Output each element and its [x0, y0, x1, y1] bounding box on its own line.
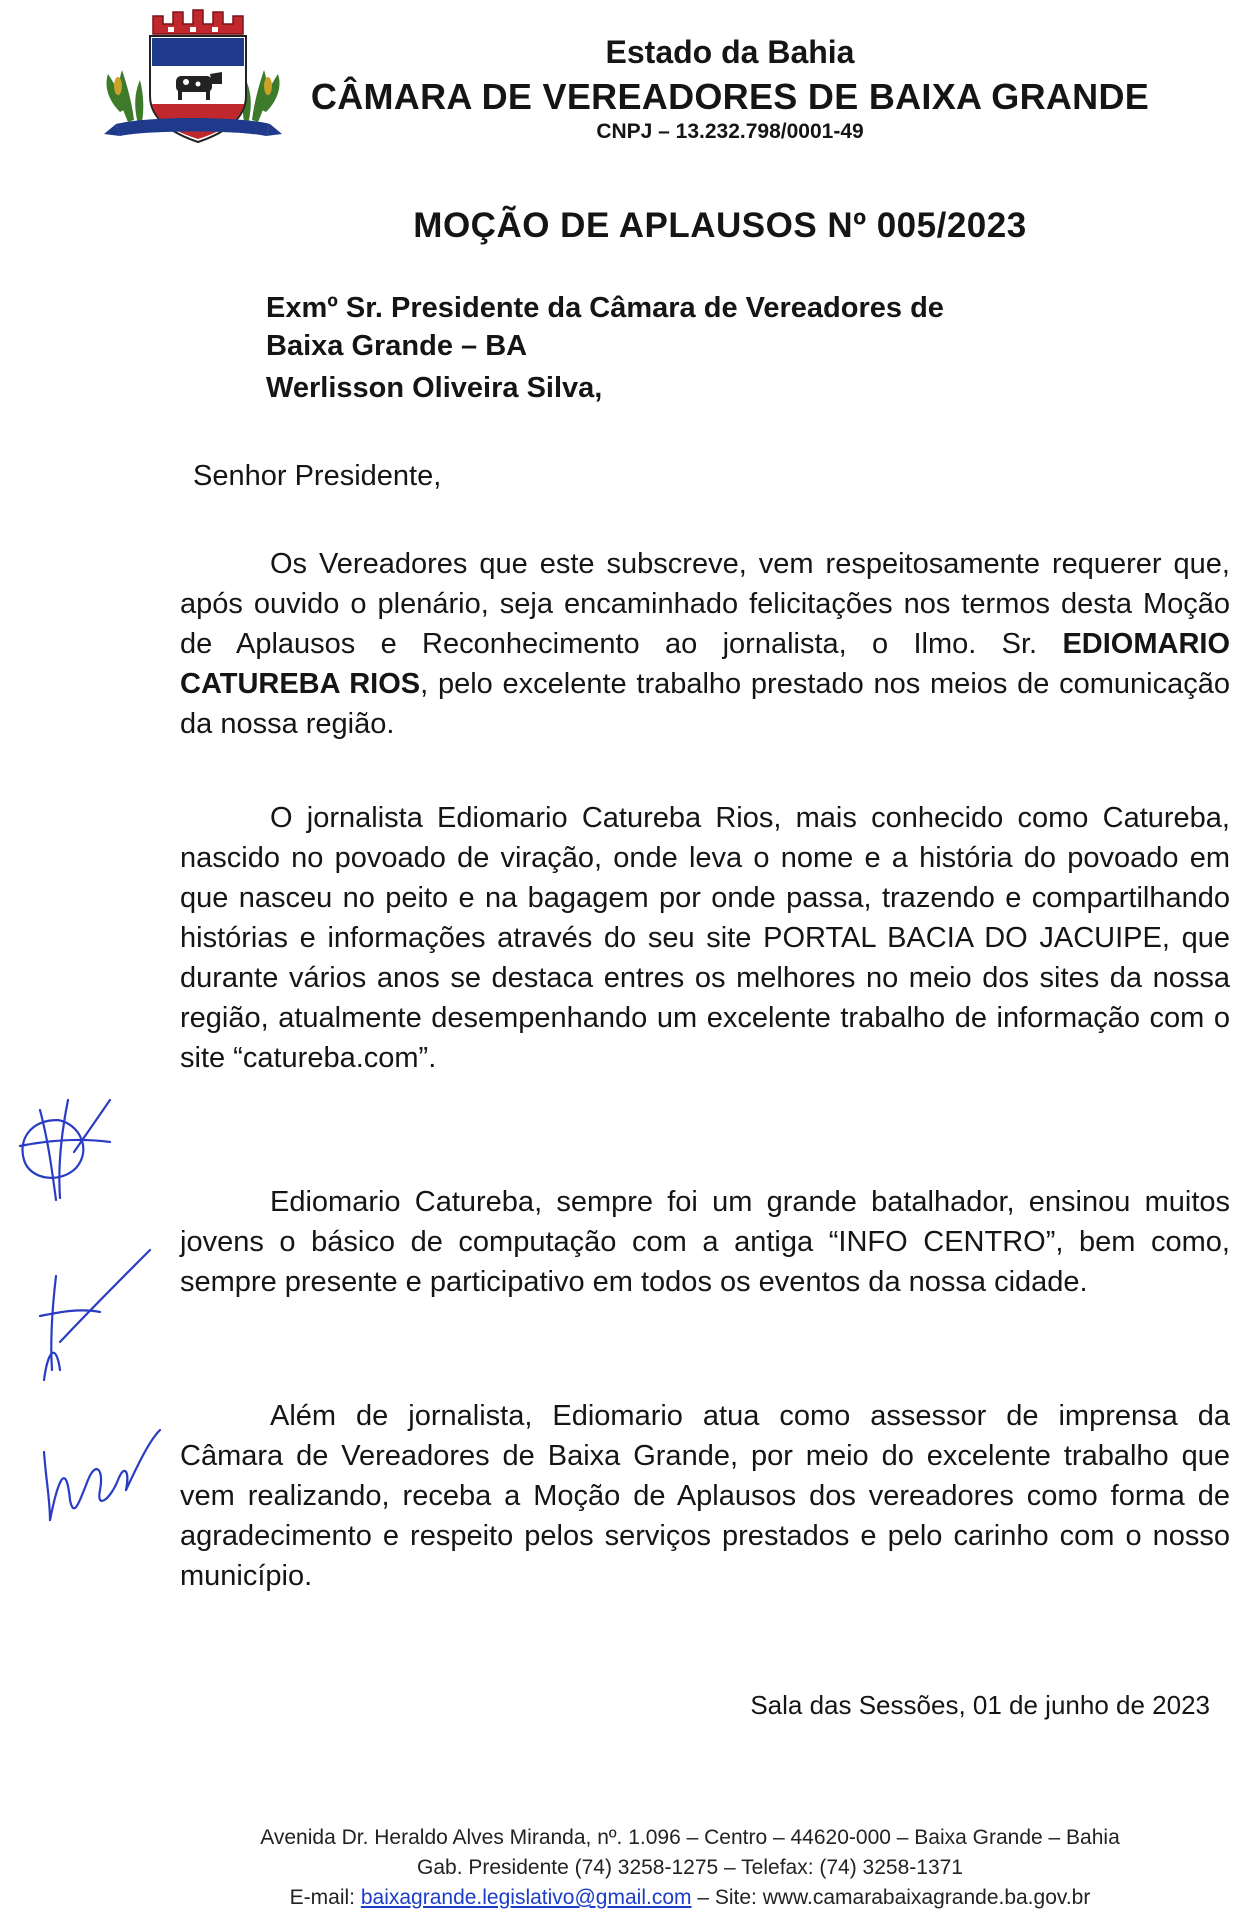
paragraph-2: O jornalista Ediomario Catureba Rios, mais conhecido como Catureba, nascido no povoado de viração, onde leva o nome e a história do povoado em que nasceu no peito e na bagagem por onde passa, trazendo e compartilhando histórias e informações através do seu site PORTAL BACIA DO JACUIPE, que durante vários anos se destaca entres os melhores no meio dos sites da nossa região, atualmente desempenhando um excelente trabalho de informação com o site “catureba.com”.	[180, 802, 1230, 1074]
footer-email-link[interactable]: baixagrande.legislativo@gmail.com	[360, 1886, 692, 1909]
paragraph-1	[180, 544, 1230, 744]
closing-date: Sala das Sessões, 01 de junho de 2023	[750, 1690, 1210, 1720]
paragraph-3: Ediomario Catureba, sempre foi um grande batalhador, ensinou muitos jovens o básico de computação com a antiga “INFO CENTRO”, bem como, sempre presente e participativo em todos os eventos da nossa cidade.	[180, 1186, 1230, 1298]
addressee-line-1: Exmº Sr. Presidente da Câmara de Vereadores de	[266, 292, 944, 324]
footer-site-label: – Site:	[691, 1886, 763, 1909]
paragraph-1-end: , pelo excelente trabalho prestado nos meios de comunicação da nossa região.	[180, 668, 1230, 740]
honoree-name: EDIOMARIO CATUREBA RIOS	[180, 628, 1230, 700]
footer-contact	[160, 1886, 1220, 1910]
footer-address: Avenida Dr. Heraldo Alves Miranda, nº. 1.096 – Centro – 44620-000 – Baixa Grande – Bahia	[260, 1826, 1120, 1849]
footer-email-label: E-mail:	[289, 1886, 361, 1909]
footer-site: www.camarabaixagrande.ba.gov.br	[762, 1886, 1091, 1909]
paragraph-1-text: Os Vereadores que este subscreve, vem respeitosamente requerer que, após ouvido o plenário, seja encaminhado felicitações nos termos desta Moção de Aplausos e Reconhecimento ao jornalista, o Ilmo. Sr.	[180, 548, 1230, 660]
header-state: Estado da Bahia	[605, 34, 855, 70]
addressee-line-3: Werlisson Oliveira Silva,	[266, 372, 603, 404]
addressee-line-2: Baixa Grande – BA	[266, 330, 528, 362]
paragraph-4: Além de jornalista, Ediomario atua como assessor de imprensa da Câmara de Vereadores de Baixa Grande, por meio do excelente trabalho que vem realizando, receba a Moção de Aplausos dos vereadores como forma de agradecimento e respeito pelos serviços prestados e pelo carinho com o nosso município.	[180, 1400, 1230, 1592]
document-title: MOÇÃO DE APLAUSOS Nº 005/2023	[413, 206, 1027, 245]
coat-of-arms-icon	[98, 4, 288, 154]
greeting: Senhor Presidente,	[193, 460, 442, 492]
header-cnpj: CNPJ – 13.232.798/0001-49	[596, 120, 864, 143]
signature-initials-icon	[0, 1080, 190, 1620]
header-chamber-name: CÂMARA DE VEREADORES DE BAIXA GRANDE	[310, 76, 1150, 117]
footer-phones: Gab. Presidente (74) 3258-1275 – Telefax: (74) 3258-1371	[417, 1856, 963, 1879]
